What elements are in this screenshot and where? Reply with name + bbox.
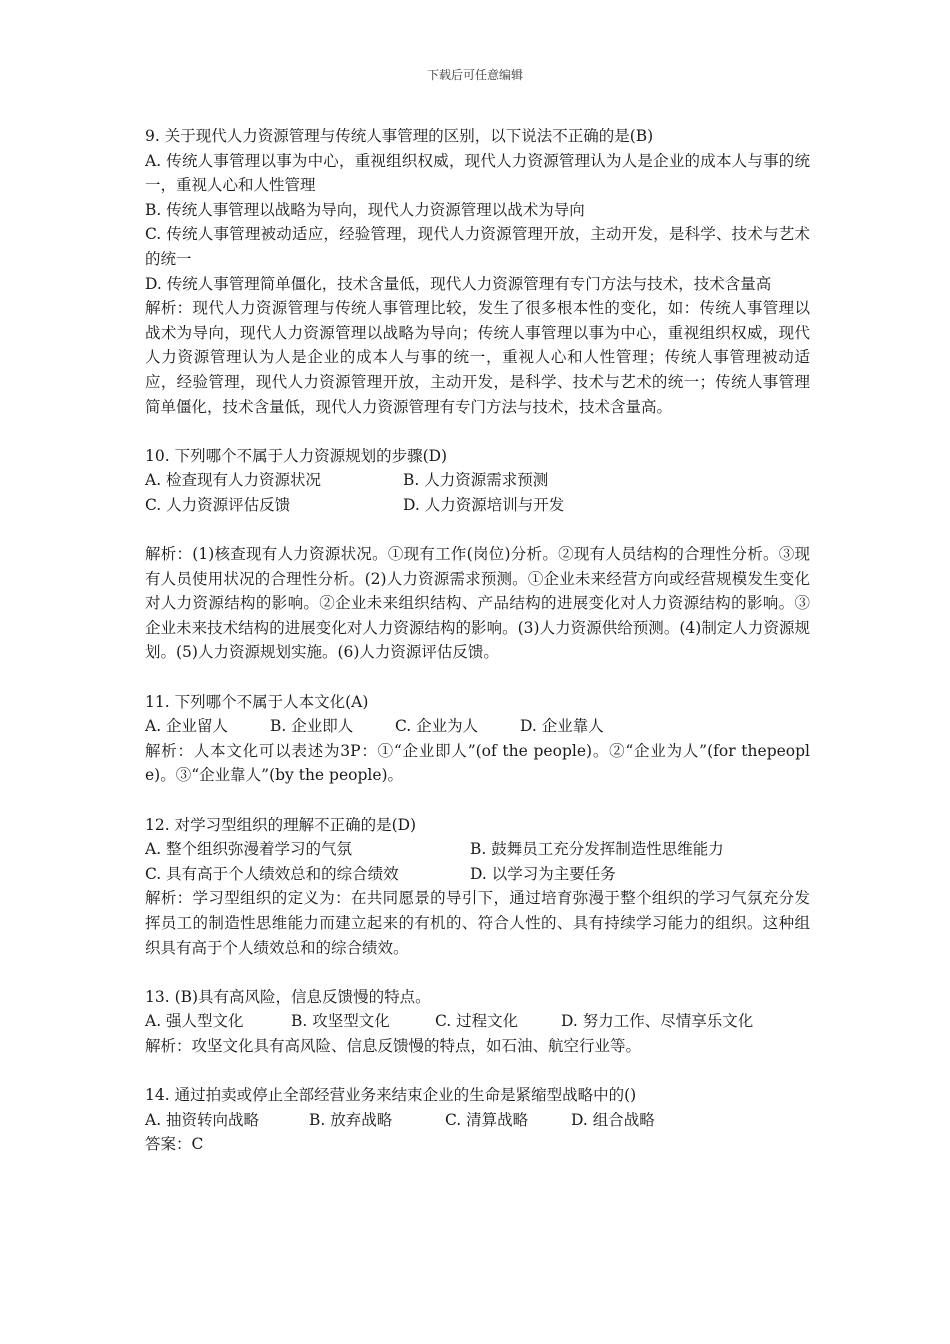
question-12 — [145, 813, 810, 961]
question-12-option-b: B. 鼓舞员工充分发挥制造性思维能力 — [470, 840, 724, 859]
question-9-option-a: A. 传统人事管理以事为中心，重视组织权威，现代人力资源管理认为人是企业的成本人与事的统一，重视人心和人性管理 — [145, 151, 810, 195]
question-13-analysis: 解析：攻坚文化具有高风险、信息反馈慢的特点，如石油、航空行业等。 — [145, 1036, 642, 1055]
question-14-option-b: B. 放弃战略 — [309, 1110, 393, 1129]
question-14 — [145, 1083, 810, 1157]
question-13-stem: 13. (B)具有高风险，信息反馈慢的特点。 — [145, 987, 431, 1006]
question-12-option-d: D. 以学习为主要任务 — [470, 864, 616, 883]
question-13-option-b: B. 攻坚型文化 — [291, 1012, 390, 1031]
question-14-option-d: D. 组合战略 — [571, 1110, 655, 1129]
question-9-option-c: C. 传统人事管理被动适应，经验管理，现代人力资源管理开放，主动开发，是科学、技术与艺术的统一 — [145, 225, 810, 268]
question-9-stem: 9. 关于现代人力资源管理与传统人事管理的区别，以下说法不正确的是(B) — [145, 127, 654, 145]
question-13-option-d: D. 努力工作、尽情享乐文化 — [561, 1012, 754, 1031]
question-14-answer: 答案：C — [145, 1135, 204, 1154]
question-9-analysis: 解析：现代人力资源管理与传统人事管理比较，发生了很多根本性的变化，如：传统人事管理以战术为导向，现代人力资源管理以战略为导向；传统人事管理以事为中心，重视组织权威，现代人力资源管理认为人是企业的成本人与事的统一，重视人心和人性管理；传统人事管理被动适应，经验管理，现代人力资源管理开放，主动开发，是科学、技术与艺术的统一；传统人事管理简单僵化，技术含量低，现代人力资源管理有专门方法与技术，技术含量高。 — [145, 299, 810, 416]
question-10-option-d: D. 人力资源培训与开发 — [403, 495, 565, 514]
question-14-stem: 14. 通过拍卖或停止全部经营业务来结束企业的生命是紧缩型战略中的() — [145, 1086, 637, 1105]
question-12-stem: 12. 对学习型组织的理解不正确的是(D) — [145, 815, 417, 834]
question-13 — [145, 985, 810, 1059]
question-11-stem: 11. 下列哪个不属于人本文化(A) — [145, 692, 369, 711]
question-13-option-c: C. 过程文化 — [435, 1012, 519, 1031]
question-12-analysis: 解析：学习型组织的定义为：在共同愿景的导引下，通过培育弥漫于整个组织的学习气氛充分发挥员工的制造性思维能力而建立起来的有机的、符合人性的、具有持续学习能力的组织。这种组织具有高于个人绩效总和的综合绩效。 — [145, 889, 810, 957]
question-11-option-d: D. 企业靠人 — [520, 717, 604, 736]
question-11-option-a: A. 企业留人 — [145, 717, 229, 736]
question-11-option-b: B. 企业即人 — [270, 717, 354, 736]
question-9-option-b: B. 传统人事管理以战略为导向，现代人力资源管理以战术为导向 — [145, 200, 585, 219]
question-12-option-a: A. 整个组织弥漫着学习的气氛 — [145, 840, 353, 859]
question-10-stem: 10. 下列哪个不属于人力资源规划的步骤(D) — [145, 446, 448, 465]
question-10-option-b: B. 人力资源需求预测 — [403, 471, 549, 490]
page-header: 下载后可任意编辑 — [426, 68, 523, 82]
question-11-option-c: C. 企业为人 — [395, 717, 479, 736]
question-14-option-c: C. 清算战略 — [445, 1110, 529, 1129]
question-11-analysis: 解析：人本文化可以表述为3P：①“企业即人”(of the people)。②“企业为人”(for thepeople)。③“企业靠人”(by the people)。 — [145, 741, 810, 785]
question-13-option-a: A. 强人型文化 — [145, 1012, 244, 1031]
question-10-option-a: A. 检查现有人力资源状况 — [145, 471, 322, 490]
document-body — [145, 124, 810, 1157]
question-10-option-c: C. 人力资源评估反馈 — [145, 495, 291, 514]
question-9-option-d: D. 传统人事管理简单僵化，技术含量低，现代人力资源管理有专门方法与技术，技术含量高 — [145, 274, 772, 293]
question-12-option-c: C. 具有高于个人绩效总和的综合绩效 — [145, 864, 399, 883]
question-14-option-a: A. 抽资转向战略 — [145, 1110, 260, 1129]
question-10 — [145, 444, 810, 665]
question-11 — [145, 690, 810, 788]
question-10-analysis: 解析：(1)核查现有人力资源状况。①现有工作(岗位)分析。②现有人员结构的合理性分析。③现有人员使用状况的合理性分析。(2)人力资源需求预测。①企业未来经营方向或经营规模发生变化对人力资源结构的影响。②企业未来组织结构、产品结构的进展变化对人力资源结构的影响。③企业未来技术结构的进展变化对人力资源结构的影响。(3)人力资源供给预测。(4)制定人力资源规划。(5)人力资源规划实施。(6)人力资源评估反馈。 — [145, 545, 810, 662]
question-9 — [145, 124, 810, 419]
